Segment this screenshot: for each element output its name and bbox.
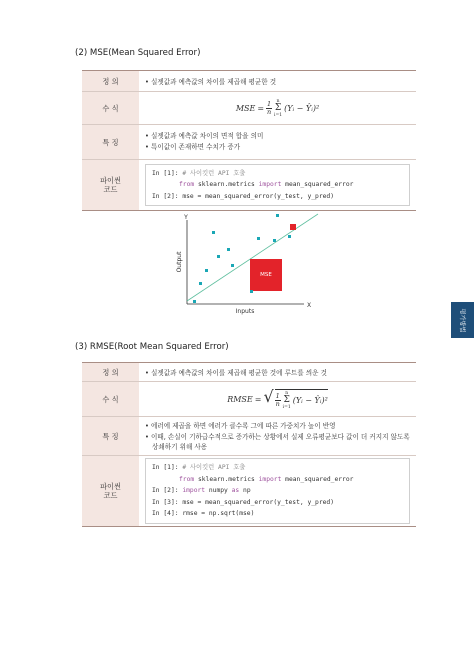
code-block: In [1]: # 사이킷런 API 호출 from sklearn.metrics import mean_squared_error In [2]: mse = mean_squared_error(y_test, y_pred) (145, 164, 410, 206)
y-axis-letter: Y (184, 214, 188, 221)
code-row (82, 160, 416, 210)
data-point (212, 231, 215, 234)
definition-label: 정 의 (82, 71, 139, 91)
section-heading-mse: (2) MSE(Mean Squared Error) (75, 48, 201, 58)
x-axis-label: Inputs (235, 308, 255, 315)
feature-item: • 실젯값과 예측값 차이의 면적 합을 의미 (145, 132, 264, 140)
data-point (199, 282, 202, 285)
data-point (217, 255, 220, 258)
data-point (273, 239, 276, 242)
rmse-table (82, 362, 416, 527)
formula-row (82, 382, 416, 417)
y-axis-label: Output (176, 251, 183, 273)
data-point (193, 300, 196, 303)
feature-item: • 특이값이 존재하면 수치가 증가 (145, 143, 241, 151)
data-point (257, 237, 260, 240)
formula-label: 수 식 (82, 382, 139, 416)
formula-row (82, 92, 416, 125)
feature-item: • 이때, 손실이 기하급수적으로 증가하는 상황에서 실제 오류평균보다 값이 더 커지지 않도록 상쇄하기 위해 사용 (145, 432, 410, 451)
mse-formula: MSE = $\frac{1}{n}$ n Σ i=1 (Yᵢ − Ŷᵢ)² (235, 98, 320, 118)
code-row (82, 456, 416, 526)
data-point (227, 248, 230, 251)
chapter-side-tab: 평가방법 (451, 302, 474, 338)
mse-table (82, 70, 416, 211)
data-point (288, 235, 291, 238)
data-point (205, 269, 208, 272)
features-label: 특 징 (82, 125, 139, 159)
feature-item: • 에러에 제곱을 하면 에러가 클수록 그에 따른 가중치가 높이 반영 (145, 421, 336, 430)
definition-label: 정 의 (82, 363, 139, 381)
code-label: 파이썬 코드 (82, 456, 139, 526)
formula-label: 수 식 (82, 92, 139, 124)
x-axis-letter: X (306, 302, 312, 309)
mse-illustration (172, 212, 322, 318)
definition-text: • 실젯값과 예측값의 차이를 제곱해 평균한 것 (145, 78, 277, 86)
code-label: 파이썬 코드 (82, 160, 139, 210)
data-point (276, 214, 279, 217)
features-label: 특 징 (82, 417, 139, 455)
data-point (231, 264, 234, 267)
outlier-point (290, 224, 296, 230)
section-heading-rmse: (3) RMSE(Root Mean Squared Error) (75, 342, 229, 352)
definition-row (82, 363, 416, 382)
definition-text: • 실젯값과 예측값의 차이를 제곱해 평균한 것에 루트를 씌운 것 (145, 369, 327, 377)
code-block: In [1]: # 사이킷런 API 호출 from sklearn.metrics import mean_squared_error In [2]: import numpy as np In [3]: mse = mean_squared_error(y_test, y_pred) In [4]: rmse = np.sqrt(mse) (145, 458, 410, 523)
definition-row (82, 71, 416, 92)
features-row (82, 417, 416, 456)
rmse-formula: RMSE = √ $\frac{1}{n}$ n Σ i=1 (Yᵢ − Ŷᵢ)² (227, 386, 328, 410)
data-point (250, 290, 253, 293)
features-row (82, 125, 416, 160)
mse-square-label: MSE (260, 272, 272, 278)
